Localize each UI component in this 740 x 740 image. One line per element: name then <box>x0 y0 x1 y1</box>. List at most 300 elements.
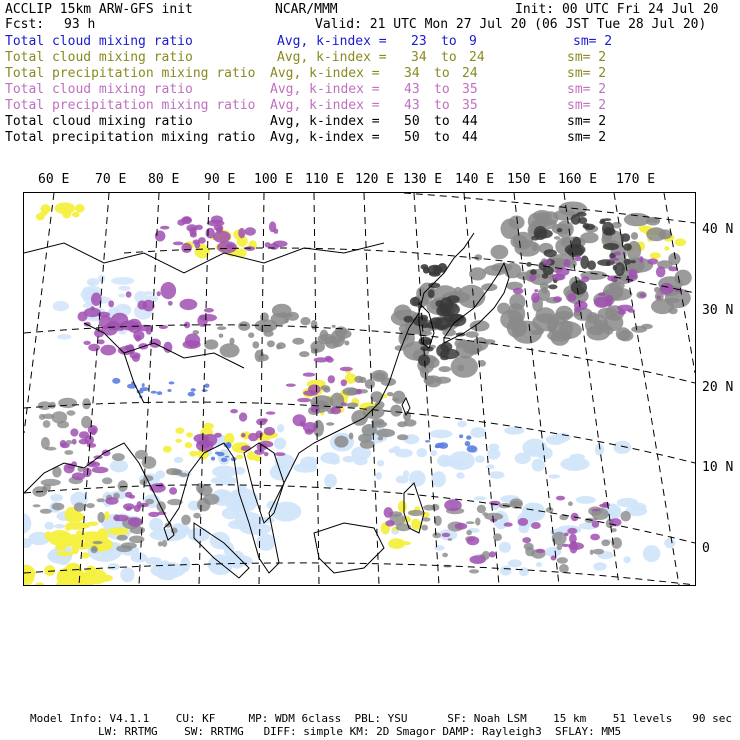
gray-cloud-patch <box>41 437 50 449</box>
purple-precip-patch <box>536 549 546 553</box>
yellow-cloud-patch <box>399 541 411 545</box>
purple-precip-patch <box>341 402 347 406</box>
gray-cloud-patch <box>466 530 472 535</box>
dark-cloud-core <box>428 289 435 298</box>
light-blue-cloud-patch <box>354 457 368 465</box>
gray-cloud-patch <box>432 532 441 538</box>
dark-cloud-core <box>571 214 581 224</box>
field-k-from: 43 <box>404 98 420 113</box>
purple-precip-patch <box>470 555 486 564</box>
gray-cloud-patch <box>117 535 128 541</box>
light-blue-cloud-patch <box>53 301 69 311</box>
weather-map <box>24 193 695 585</box>
purple-precip-patch <box>155 231 166 242</box>
blue-cloud-speck <box>140 387 149 391</box>
gray-cloud-patch <box>621 511 631 522</box>
gray-cloud-patch <box>349 433 354 440</box>
light-blue-cloud-patch <box>376 472 382 480</box>
gray-cloud-patch <box>568 501 573 506</box>
lon-label: 110 E <box>305 172 345 187</box>
gray-cloud-patch <box>469 569 479 573</box>
purple-precip-patch <box>531 522 541 529</box>
yellow-cloud-patch <box>65 522 90 530</box>
purple-precip-patch <box>639 293 645 298</box>
gray-cloud-patch <box>397 421 407 427</box>
yellow-cloud-patch <box>202 423 214 430</box>
blue-cloud-speck <box>438 442 448 449</box>
purple-precip-patch <box>117 328 125 331</box>
coastline <box>314 523 384 573</box>
dark-cloud-core <box>567 246 584 257</box>
gray-cloud-patch <box>276 342 285 349</box>
light-blue-cloud-patch <box>536 562 542 567</box>
light-blue-cloud-patch <box>324 474 337 488</box>
purple-precip-patch <box>135 335 141 342</box>
lon-label: 150 E <box>507 172 547 187</box>
dark-cloud-core <box>603 243 619 250</box>
purple-precip-patch <box>161 282 177 299</box>
light-blue-cloud-patch <box>389 448 395 453</box>
dark-cloud-core <box>580 256 589 269</box>
blue-cloud-speck <box>169 381 175 384</box>
field-name: Total precipitation mixing ratio <box>5 66 256 81</box>
light-blue-cloud-patch <box>546 435 566 445</box>
field-k-from: 34 <box>404 66 420 81</box>
blue-cloud-speck <box>167 389 171 392</box>
gray-cloud-patch <box>284 317 289 323</box>
gray-cloud-patch <box>162 540 167 547</box>
light-blue-cloud-patch <box>118 294 125 298</box>
purple-precip-patch <box>190 232 197 238</box>
gray-cloud-patch <box>112 453 125 461</box>
gray-cloud-patch <box>399 330 415 348</box>
lon-label: 160 E <box>558 172 598 187</box>
blue-cloud-speck <box>225 456 229 458</box>
gray-cloud-patch <box>557 557 568 564</box>
blue-cloud-speck <box>466 435 471 439</box>
purple-precip-patch <box>266 411 276 414</box>
gray-cloud-patch <box>93 541 103 544</box>
purple-precip-patch <box>543 260 552 265</box>
gray-cloud-patch <box>559 564 569 573</box>
gray-cloud-patch <box>38 401 52 410</box>
purple-precip-patch <box>656 266 666 277</box>
gray-cloud-patch <box>217 326 226 330</box>
light-blue-cloud-patch <box>486 464 494 469</box>
purple-precip-patch <box>108 300 114 307</box>
light-blue-cloud-patch <box>118 286 130 291</box>
yellow-cloud-patch <box>98 575 113 582</box>
purple-precip-patch <box>564 533 569 537</box>
gray-cloud-patch <box>280 312 286 318</box>
lat-label: 0 <box>702 541 710 556</box>
light-blue-cloud-patch <box>431 471 446 487</box>
gray-cloud-patch <box>344 341 349 346</box>
lat-label: 20 N <box>702 380 734 395</box>
purple-precip-patch <box>657 295 661 299</box>
purple-precip-patch <box>581 276 589 282</box>
longitude-line <box>364 193 379 585</box>
blue-cloud-speck <box>467 445 478 452</box>
purple-precip-patch <box>83 341 90 345</box>
field-to-word: to <box>434 114 450 129</box>
dark-cloud-core <box>600 219 605 223</box>
yellow-cloud-patch <box>675 238 686 246</box>
gray-cloud-patch <box>67 410 76 415</box>
gray-cloud-patch <box>421 525 428 531</box>
purple-precip-patch <box>639 256 643 263</box>
yellow-cloud-patch <box>35 582 44 585</box>
gray-cloud-patch <box>408 510 423 516</box>
light-blue-cloud-patch <box>110 460 128 473</box>
gray-cloud-patch <box>397 434 408 440</box>
field-to-word: to <box>434 130 450 145</box>
yellow-cloud-patch <box>62 210 71 219</box>
gray-cloud-patch <box>462 342 482 354</box>
dark-cloud-core <box>447 295 460 303</box>
field-name: Total precipitation mixing ratio <box>5 98 256 113</box>
gray-cloud-patch <box>442 553 448 558</box>
purple-precip-patch <box>113 515 129 522</box>
purple-precip-patch <box>564 259 571 268</box>
gray-cloud-patch <box>616 327 631 340</box>
purple-precip-patch <box>137 300 147 309</box>
light-blue-cloud-patch <box>108 563 120 570</box>
gray-cloud-patch <box>631 232 638 240</box>
field-smoothing: sm= 2 <box>573 34 613 49</box>
light-blue-cloud-patch <box>508 559 522 567</box>
light-blue-cloud-patch <box>456 472 464 479</box>
gray-cloud-patch <box>255 350 264 362</box>
blue-cloud-speck <box>221 458 228 462</box>
field-k-from: 50 <box>404 114 420 129</box>
gray-cloud-patch <box>121 542 137 549</box>
purple-precip-patch <box>303 373 315 377</box>
yellow-cloud-patch <box>81 552 89 558</box>
purple-precip-patch <box>269 243 279 250</box>
gray-cloud-patch <box>420 366 429 379</box>
gray-cloud-patch <box>204 339 218 349</box>
light-blue-cloud-patch <box>188 528 210 542</box>
gray-cloud-patch <box>631 326 647 333</box>
gray-cloud-patch <box>41 479 61 486</box>
field-k-to: 9 <box>469 34 477 49</box>
field-avg-label: Avg, k-index = <box>270 82 380 97</box>
purple-precip-patch <box>173 242 184 246</box>
dark-cloud-core <box>624 259 631 265</box>
gray-cloud-patch <box>512 321 543 344</box>
yellow-cloud-patch <box>650 252 661 259</box>
lon-label: 90 E <box>204 172 236 187</box>
purple-precip-patch <box>553 296 562 302</box>
light-blue-cloud-patch <box>532 459 545 472</box>
purple-precip-patch <box>180 299 198 310</box>
field-avg-label: Avg, k-index = <box>270 114 380 129</box>
field-smoothing: sm= 2 <box>567 50 607 65</box>
lon-label: 170 E <box>616 172 656 187</box>
purple-precip-patch <box>248 433 258 441</box>
field-name: Total cloud mixing ratio <box>5 82 193 97</box>
lat-label: 10 N <box>702 460 734 475</box>
gray-cloud-patch <box>466 521 475 524</box>
gray-cloud-patch <box>557 544 563 550</box>
purple-precip-patch <box>300 421 306 427</box>
lon-label: 80 E <box>148 172 180 187</box>
light-blue-cloud-patch <box>45 522 55 530</box>
purple-precip-patch <box>245 227 256 235</box>
gray-cloud-patch <box>166 468 180 475</box>
gray-cloud-patch <box>43 420 51 428</box>
gray-cloud-patch <box>326 422 334 425</box>
lon-label: 100 E <box>254 172 294 187</box>
field-k-to: 44 <box>462 130 478 145</box>
yellow-cloud-patch <box>64 534 84 547</box>
purple-precip-patch <box>575 255 582 261</box>
yellow-cloud-patch <box>247 451 255 460</box>
purple-precip-patch <box>72 472 85 480</box>
purple-precip-patch <box>660 283 674 294</box>
field-smoothing: sm= 2 <box>567 130 607 145</box>
gray-cloud-patch <box>91 548 97 552</box>
field-k-from: 34 <box>411 50 427 65</box>
light-blue-cloud-patch <box>50 494 63 502</box>
light-blue-cloud-patch <box>488 444 499 451</box>
light-blue-cloud-patch <box>232 467 245 475</box>
light-blue-cloud-patch <box>434 545 445 551</box>
gray-cloud-patch <box>390 405 402 417</box>
gray-cloud-patch <box>346 403 358 408</box>
field-smoothing: sm= 2 <box>567 66 607 81</box>
gray-cloud-patch <box>365 379 375 389</box>
light-blue-cloud-patch <box>395 449 413 458</box>
purple-precip-patch <box>552 274 566 281</box>
yellow-cloud-patch <box>163 446 172 453</box>
gray-cloud-patch <box>323 387 330 393</box>
gray-cloud-patch <box>422 517 430 521</box>
purple-precip-patch <box>444 499 462 511</box>
longitude-line <box>24 193 54 433</box>
gray-cloud-patch <box>97 498 105 502</box>
dark-cloud-core <box>548 284 557 289</box>
yellow-cloud-patch <box>97 539 113 551</box>
purple-precip-patch <box>513 288 524 294</box>
purple-precip-patch <box>168 301 173 306</box>
dark-cloud-core <box>526 262 531 267</box>
gray-cloud-patch <box>198 485 213 496</box>
gray-cloud-patch <box>491 245 509 260</box>
lon-label: 70 E <box>95 172 127 187</box>
gray-cloud-patch <box>220 343 240 357</box>
purple-precip-patch <box>598 292 606 296</box>
lon-label: 140 E <box>455 172 495 187</box>
purple-precip-patch <box>139 503 149 507</box>
lon-label: 130 E <box>403 172 443 187</box>
purple-precip-patch <box>385 520 394 526</box>
field-k-to: 24 <box>469 50 485 65</box>
light-blue-cloud-patch <box>417 448 428 457</box>
dark-cloud-core <box>584 224 595 230</box>
gray-cloud-patch <box>362 424 377 436</box>
yellow-cloud-patch <box>86 570 95 577</box>
light-blue-cloud-patch <box>499 542 511 553</box>
field-avg-label: Avg, k-index = <box>277 50 387 65</box>
purple-precip-patch <box>286 384 296 387</box>
purple-precip-patch <box>60 443 69 448</box>
gray-cloud-patch <box>451 356 478 378</box>
purple-precip-patch <box>105 497 118 505</box>
gray-cloud-patch <box>338 337 344 342</box>
purple-precip-patch <box>216 227 223 233</box>
blue-cloud-speck <box>151 391 157 394</box>
purple-precip-patch <box>92 467 109 474</box>
light-blue-cloud-patch <box>403 470 409 477</box>
yellow-cloud-patch <box>175 428 184 434</box>
light-blue-cloud-patch <box>320 452 339 463</box>
field-k-from: 23 <box>411 34 427 49</box>
gray-cloud-patch <box>267 340 275 347</box>
light-blue-cloud-patch <box>457 421 467 428</box>
gray-cloud-patch <box>624 213 650 226</box>
purple-precip-patch <box>70 428 78 436</box>
gray-cloud-patch <box>334 436 348 448</box>
field-to-word: to <box>434 98 450 113</box>
light-blue-cloud-patch <box>293 463 317 473</box>
yellow-cloud-patch <box>76 514 85 520</box>
gray-cloud-patch <box>58 398 77 408</box>
gray-cloud-patch <box>97 512 104 523</box>
gray-cloud-patch <box>542 287 548 294</box>
purple-precip-patch <box>79 439 89 445</box>
gray-cloud-patch <box>143 475 153 481</box>
purple-precip-patch <box>123 503 135 510</box>
purple-precip-patch <box>556 496 565 501</box>
gray-cloud-patch <box>355 376 364 383</box>
dark-cloud-core <box>418 354 430 366</box>
gray-cloud-patch <box>475 518 480 526</box>
gray-cloud-patch <box>252 341 259 348</box>
light-blue-cloud-patch <box>500 566 512 576</box>
purple-precip-patch <box>269 221 276 232</box>
blue-cloud-speck <box>157 391 163 395</box>
field-k-to: 35 <box>462 82 478 97</box>
light-blue-cloud-patch <box>149 518 163 532</box>
purple-precip-patch <box>518 518 528 526</box>
field-k-to: 35 <box>462 98 478 113</box>
gray-cloud-patch <box>219 334 224 338</box>
blue-cloud-speck <box>191 388 196 392</box>
purple-precip-patch <box>198 237 206 244</box>
field-k-from: 43 <box>404 82 420 97</box>
purple-precip-patch <box>100 345 116 356</box>
model-title: ACCLIP 15km ARW-GFS init <box>5 2 193 17</box>
lat-label: 30 N <box>702 303 734 318</box>
purple-precip-patch <box>126 291 132 297</box>
field-avg-label: Avg, k-index = <box>270 130 380 145</box>
purple-precip-patch <box>590 534 600 541</box>
dark-cloud-core <box>421 264 429 270</box>
purple-precip-patch <box>214 433 221 438</box>
purple-precip-patch <box>241 445 251 451</box>
blue-cloud-speck <box>205 384 210 388</box>
gray-cloud-patch <box>51 411 67 423</box>
dark-cloud-core <box>571 280 587 294</box>
blue-cloud-speck <box>225 442 231 449</box>
gray-cloud-patch <box>332 325 336 328</box>
yellow-cloud-patch <box>107 527 129 535</box>
purple-precip-patch <box>567 293 576 301</box>
light-blue-cloud-patch <box>377 460 384 466</box>
purple-precip-patch <box>90 306 95 310</box>
purple-precip-patch <box>534 289 538 292</box>
purple-precip-patch <box>529 275 536 282</box>
purple-precip-patch <box>206 228 215 239</box>
blue-cloud-speck <box>202 389 208 392</box>
light-blue-cloud-patch <box>593 562 606 570</box>
purple-precip-patch <box>328 375 335 383</box>
purple-precip-patch <box>213 231 231 243</box>
light-blue-cloud-patch <box>431 450 438 456</box>
init-time: Init: 00 UTC Fri 24 Jul 20 <box>515 2 719 17</box>
dark-cloud-core <box>623 243 632 250</box>
yellow-cloud-patch <box>664 246 669 251</box>
yellow-cloud-patch <box>42 207 51 211</box>
purple-precip-patch <box>489 551 496 557</box>
purple-precip-patch <box>79 431 89 439</box>
purple-precip-patch <box>207 220 225 227</box>
forecast-label: Fcst: <box>5 17 45 32</box>
light-blue-cloud-patch <box>57 334 71 340</box>
light-blue-cloud-patch <box>560 457 589 471</box>
field-avg-label: Avg, k-index = <box>277 34 387 49</box>
purple-precip-patch <box>274 452 285 456</box>
light-blue-cloud-patch <box>664 538 675 548</box>
purple-precip-patch <box>264 452 269 456</box>
gray-cloud-patch <box>40 509 52 514</box>
gray-cloud-patch <box>482 512 488 516</box>
yellow-cloud-patch <box>36 213 45 220</box>
light-blue-cloud-patch <box>409 470 426 486</box>
gray-cloud-patch <box>586 325 610 341</box>
gray-cloud-patch <box>64 450 73 455</box>
purple-precip-patch <box>569 541 577 554</box>
purple-precip-patch <box>311 406 320 412</box>
gray-cloud-patch <box>387 392 394 396</box>
field-k-from: 50 <box>404 130 420 145</box>
purple-precip-patch <box>88 344 100 352</box>
field-to-word: to <box>441 34 457 49</box>
purple-precip-patch <box>195 225 203 230</box>
lon-label: 60 E <box>38 172 70 187</box>
gray-cloud-patch <box>376 429 395 437</box>
light-blue-cloud-patch <box>120 567 134 582</box>
purple-precip-patch <box>614 252 621 256</box>
dark-cloud-core <box>544 249 557 257</box>
gray-cloud-patch <box>238 321 250 331</box>
dark-cloud-core <box>557 228 562 232</box>
yellow-cloud-patch <box>87 522 99 526</box>
light-blue-cloud-patch <box>54 524 65 529</box>
dark-cloud-core <box>602 222 614 236</box>
field-name: Total cloud mixing ratio <box>5 114 193 129</box>
gray-cloud-patch <box>431 504 439 511</box>
light-blue-cloud-patch <box>617 498 638 508</box>
light-blue-cloud-patch <box>111 277 134 285</box>
purple-precip-patch <box>562 544 570 547</box>
field-smoothing: sm= 2 <box>567 82 607 97</box>
dark-cloud-core <box>426 322 441 329</box>
gray-cloud-patch <box>181 515 191 525</box>
purple-precip-patch <box>629 269 638 277</box>
